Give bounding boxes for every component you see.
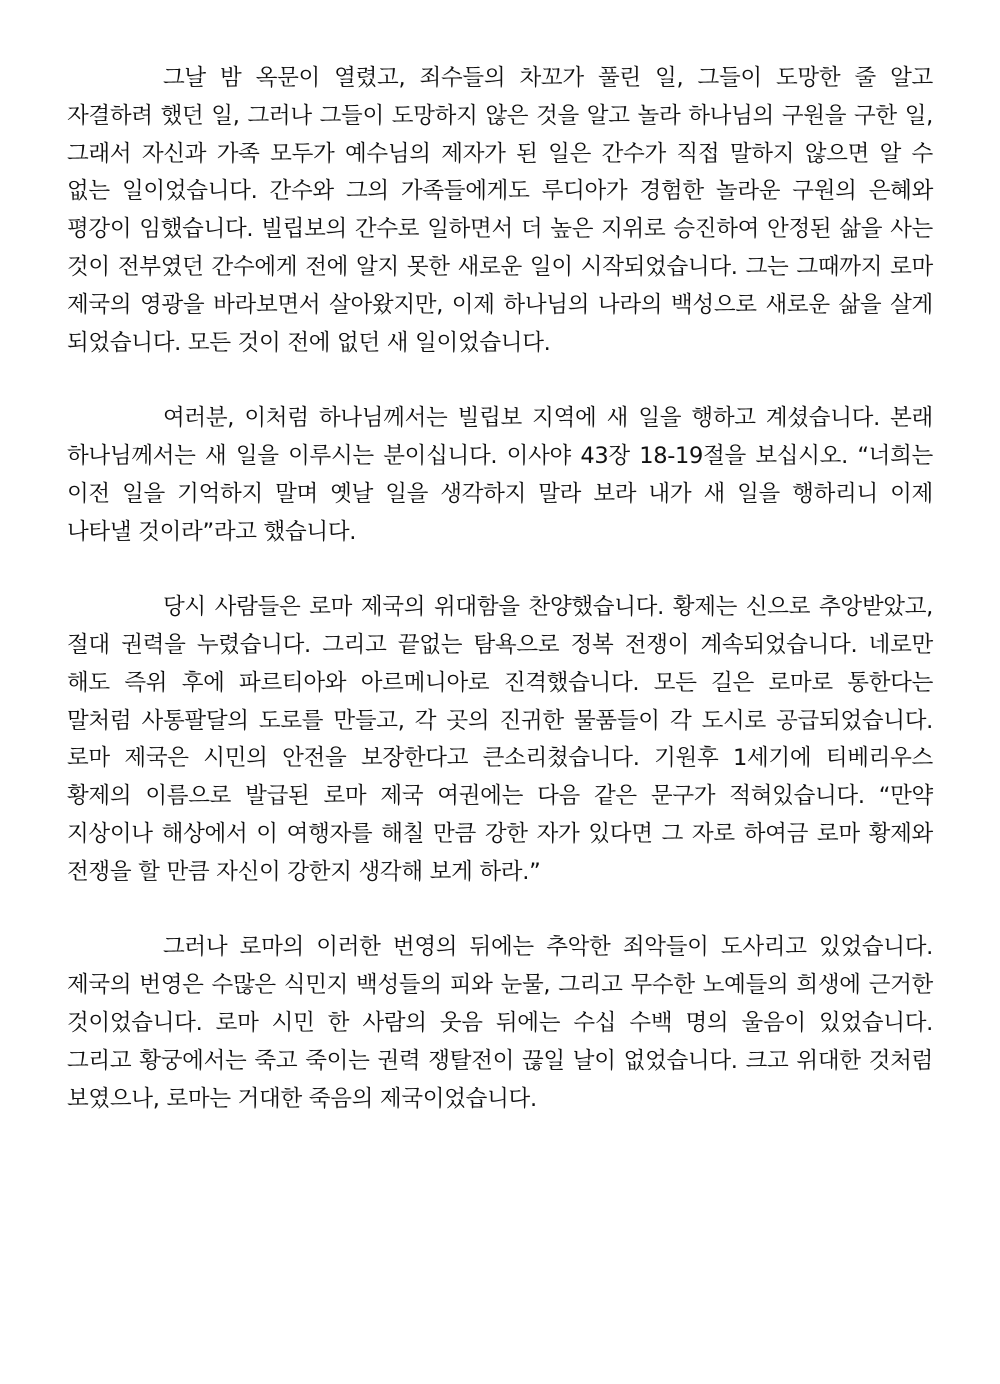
document-body <box>67 60 933 1118</box>
paragraph-spacer <box>67 892 933 930</box>
paragraph-roman-empire: 당시 사람들은 로마 제국의 위대함을 찬양했습니다. 황제는 신으로 추앙받았고, 절대 권력을 누렸습니다. 그리고 끝없는 탐욕으로 정복 전쟁이 계속되었습니다. 네로만 해도 즉위 후에 파르티아와 아르메니아로 진격했습니다. 모든 길은 로마로 통한다는 말처럼 사통팔달의 도로를 만들고, 각 곳의 진귀한 물품들이 각 도시로 공급되었습니다. 로마 제국은 시민의 안전을 보장한다고 큰소리쳤습니다. 기원후 1세기에 티베리우스 황제의 이름으로 발급된 로마 제국 여권에는 다음 같은 문구가 적혀있습니다. “만약 지상이나 해상에서 이 여행자를 해칠 만큼 강한 자가 있다면 그 자로 하여금 로마 황제와 전쟁을 할 만큼 자신이 강한지 생각해 보게 하라.” <box>67 594 934 885</box>
paragraph-prison-jailer: 그날 밤 옥문이 열렸고, 죄수들의 차꼬가 풀린 일, 그들이 도망한 줄 알고 자결하려 했던 일, 그러나 그들이 도망하지 않은 것을 알고 놀라 하나님의 구원을 구한 일, 그래서 자신과 가족 모두가 예수님의 제자가 된 일은 간수가 직접 말하지 않으면 알 수 없는 일이었습니다. 간수와 그의 가족들에게도 루디아가 경험한 놀라운 구원의 은혜와 평강이 임했습니다. 빌립보의 간수로 일하면서 더 높은 지위로 승진하여 안정된 삶을 사는 것이 전부였던 간수에게 전에 알지 못한 새로운 일이 시작되었습니다. 그는 그때까지 로마 제국의 영광을 바라보면서 살아왔지만, 이제 하나님의 나라의 백성으로 새로운 삶을 살게 되었습니다. 모든 것이 전에 없던 새 일이었습니다. <box>67 65 933 356</box>
paragraph-new-work: 여러분, 이처럼 하나님께서는 빌립보 지역에 새 일을 행하고 계셨습니다. 본래 하나님께서는 새 일을 이루시는 분이십니다. 이사야 43장 18-19절을 보십시오. “너희는 이전 일을 기억하지 말며 옛날 일을 생각하지 말라 보라 내가 새 일을 행하리니 이제 나타낼 것이라”라고 했습니다. <box>67 405 933 545</box>
paragraph-spacer <box>67 551 933 589</box>
paragraph-spacer <box>67 362 933 400</box>
paragraph-empire-of-death: 그러나 로마의 이러한 번영의 뒤에는 추악한 죄악들이 도사리고 있었습니다. 제국의 번영은 수많은 식민지 백성들의 피와 눈물, 그리고 무수한 노예들의 희생에 근거한 것이었습니다. 로마 시민 한 사람의 웃음 뒤에는 수십 수백 명의 울음이 있었습니다. 그리고 황궁에서는 죽고 죽이는 권력 쟁탈전이 끊일 날이 없었습니다. 크고 위대한 것처럼 보였으나, 로마는 거대한 죽음의 제국이었습니다. <box>67 934 933 1112</box>
